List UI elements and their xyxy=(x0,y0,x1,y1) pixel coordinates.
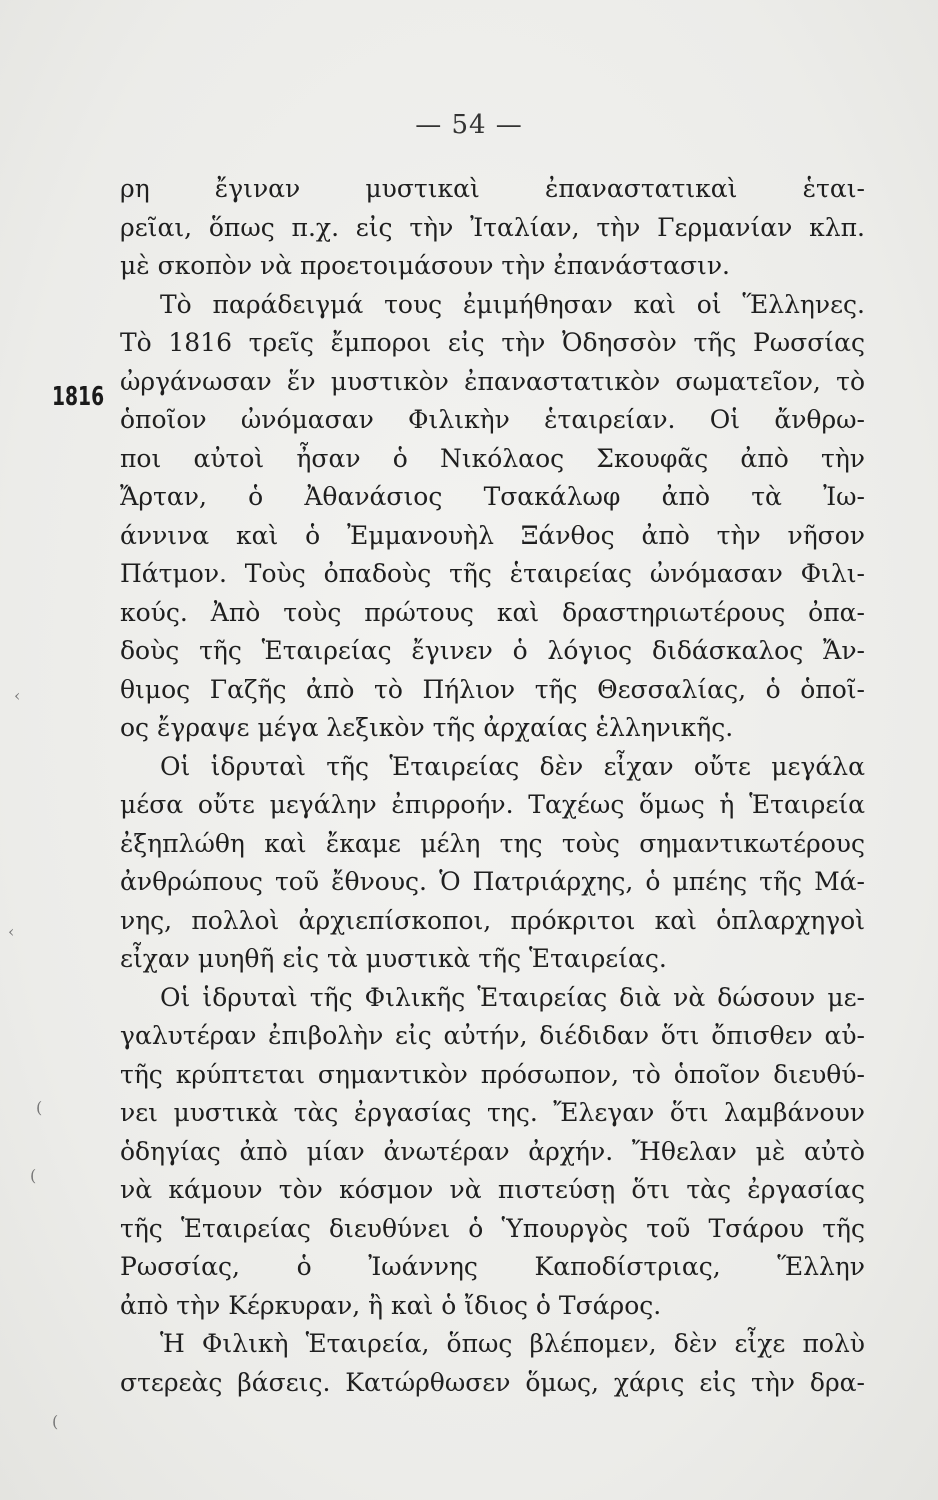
margin-speck: ‹ xyxy=(8,922,15,941)
text-line: νει μυστικὰ τὰς ἐργασίας της. Ἔλεγαν ὅτι λαμβάνουν xyxy=(120,1098,865,1127)
text-line: στερεὰς βάσεις. Κατώρθωσεν ὅμως, χάρις εἰς τὴν δρα- xyxy=(120,1367,865,1397)
text-line: ὁδηγίας ἀπὸ μίαν ἀνωτέραν ἀρχήν. Ἤθελαν μὲ αὐτὸ xyxy=(120,1136,865,1166)
text-line: ος ἔγραψε μέγα λεξικὸν τῆς ἀρχαίας ἑλληνικῆς. xyxy=(120,713,734,742)
text-line: μὲ σκοπὸν νὰ προετοιμάσουν τὴν ἐπανάστασιν. xyxy=(120,251,730,280)
text-line: τῆς Ἑταιρείας διευθύνει ὁ Ὑπουργὸς τοῦ Τσάρου τῆς xyxy=(120,1213,865,1243)
text-line: ρη ἔγιναν μυστικαὶ ἐπαναστατικαὶ ἑται- xyxy=(120,174,865,203)
text-line: θιμος Γαζῆς ἀπὸ τὸ Πήλιον τῆς Θεσσαλίας, ὁ ὁποῖ- xyxy=(120,674,865,704)
text-line: Ἡ Φιλικὴ Ἑταιρεία, ὅπως βλέπομεν, δὲν εἶχε πολὺ xyxy=(160,1329,865,1358)
text-line: Ἄρταν, ὁ Ἀθανάσιος Τσακάλωφ ἀπὸ τὰ Ἰω- xyxy=(120,482,865,511)
text-line: εἶχαν μυηθῆ εἰς τὰ μυστικὰ τῆς Ἑταιρείας. xyxy=(120,944,667,973)
text-line: Ρωσσίας, ὁ Ἰωάννης Καποδίστριας, Ἕλλην xyxy=(120,1252,865,1281)
text-line: ἐξηπλώθη καὶ ἔκαμε μέλη της τοὺς σημαντικωτέρους xyxy=(120,828,865,858)
text-line: κούς. Ἀπὸ τοὺς πρώτους καὶ δραστηριωτέρους ὀπα- xyxy=(120,597,865,627)
text-line: ὠργάνωσαν ἕν μυστικὸν ἐπαναστατικὸν σωματεῖον, τὸ xyxy=(120,366,865,396)
text-line: Τὸ παράδειγμά τους ἐμιμήθησαν καὶ οἱ Ἕλληνες. xyxy=(160,289,865,319)
text-line: Οἱ ἱδρυταὶ τῆς Φιλικῆς Ἑταιρείας διὰ νὰ δώσουν με- xyxy=(160,982,865,1012)
text-line: ἀνθρώπους τοῦ ἔθνους. Ὁ Πατριάρχης, ὁ μπέης τῆς Μά- xyxy=(120,867,865,896)
text-line: ἀπὸ τὴν Κέρκυραν, ἢ καὶ ὁ ἴδιος ὁ Τσάρος. xyxy=(120,1290,662,1320)
text-line: νης, πολλοὶ ἀρχιεπίσκοποι, πρόκριτοι καὶ ὁπλαρχηγοὶ xyxy=(120,905,865,935)
margin-speck: ‹ xyxy=(14,686,21,705)
text-line: ποι αὐτοὶ ἦσαν ὁ Νικόλαος Σκουφᾶς ἀπὸ τὴν xyxy=(120,443,865,473)
text-line: άννινα καὶ ὁ Ἐμμανουὴλ Ξάνθος ἀπὸ τὴν νῆσον xyxy=(120,520,865,550)
body-text xyxy=(120,170,865,1402)
text-line: νὰ κάμουν τὸν κόσμον νὰ πιστεύσῃ ὅτι τὰς ἐργασίας xyxy=(120,1175,865,1204)
text-line: ὁποῖον ὠνόμασαν Φιλικὴν ἑταιρείαν. Οἱ ἄνθρω- xyxy=(120,405,865,434)
text-line: Τὸ 1816 τρεῖς ἔμποροι εἰς τὴν Ὀδησσὸν τῆς Ρωσσίας xyxy=(120,328,865,357)
margin-year-note: 1816 xyxy=(52,382,105,412)
text-line: μέσα οὔτε μεγάλην ἐπιρροήν. Ταχέως ὅμως ἡ Ἑταιρεία xyxy=(120,790,865,819)
text-line: δοὺς τῆς Ἑταιρείας ἔγινεν ὁ λόγιος διδάσκαλος Ἄν- xyxy=(120,636,865,665)
text-line: Πάτμον. Τοὺς ὀπαδοὺς τῆς ἑταιρείας ὠνόμασαν Φιλι- xyxy=(120,559,865,588)
text-line: τῆς κρύπτεται σημαντικὸν πρόσωπον, τὸ ὁποῖον διευθύ- xyxy=(120,1059,865,1089)
page-number: — 54 — xyxy=(415,110,523,140)
text-line: γαλυτέραν ἐπιβολὴν εἰς αὐτήν, διέδιδαν ὅτι ὄπισθεν αὐ- xyxy=(120,1021,865,1050)
text-line: Οἱ ἱδρυταὶ τῆς Ἑταιρείας δὲν εἶχαν οὔτε μεγάλα xyxy=(160,751,865,781)
text-line: ρεῖαι, ὅπως π.χ. εἰς τὴν Ἰταλίαν, τὴν Γερμανίαν κλπ. xyxy=(120,212,865,242)
margin-speck: ( xyxy=(36,1098,43,1117)
margin-speck: ( xyxy=(30,1166,37,1185)
margin-speck: ( xyxy=(52,1412,59,1431)
